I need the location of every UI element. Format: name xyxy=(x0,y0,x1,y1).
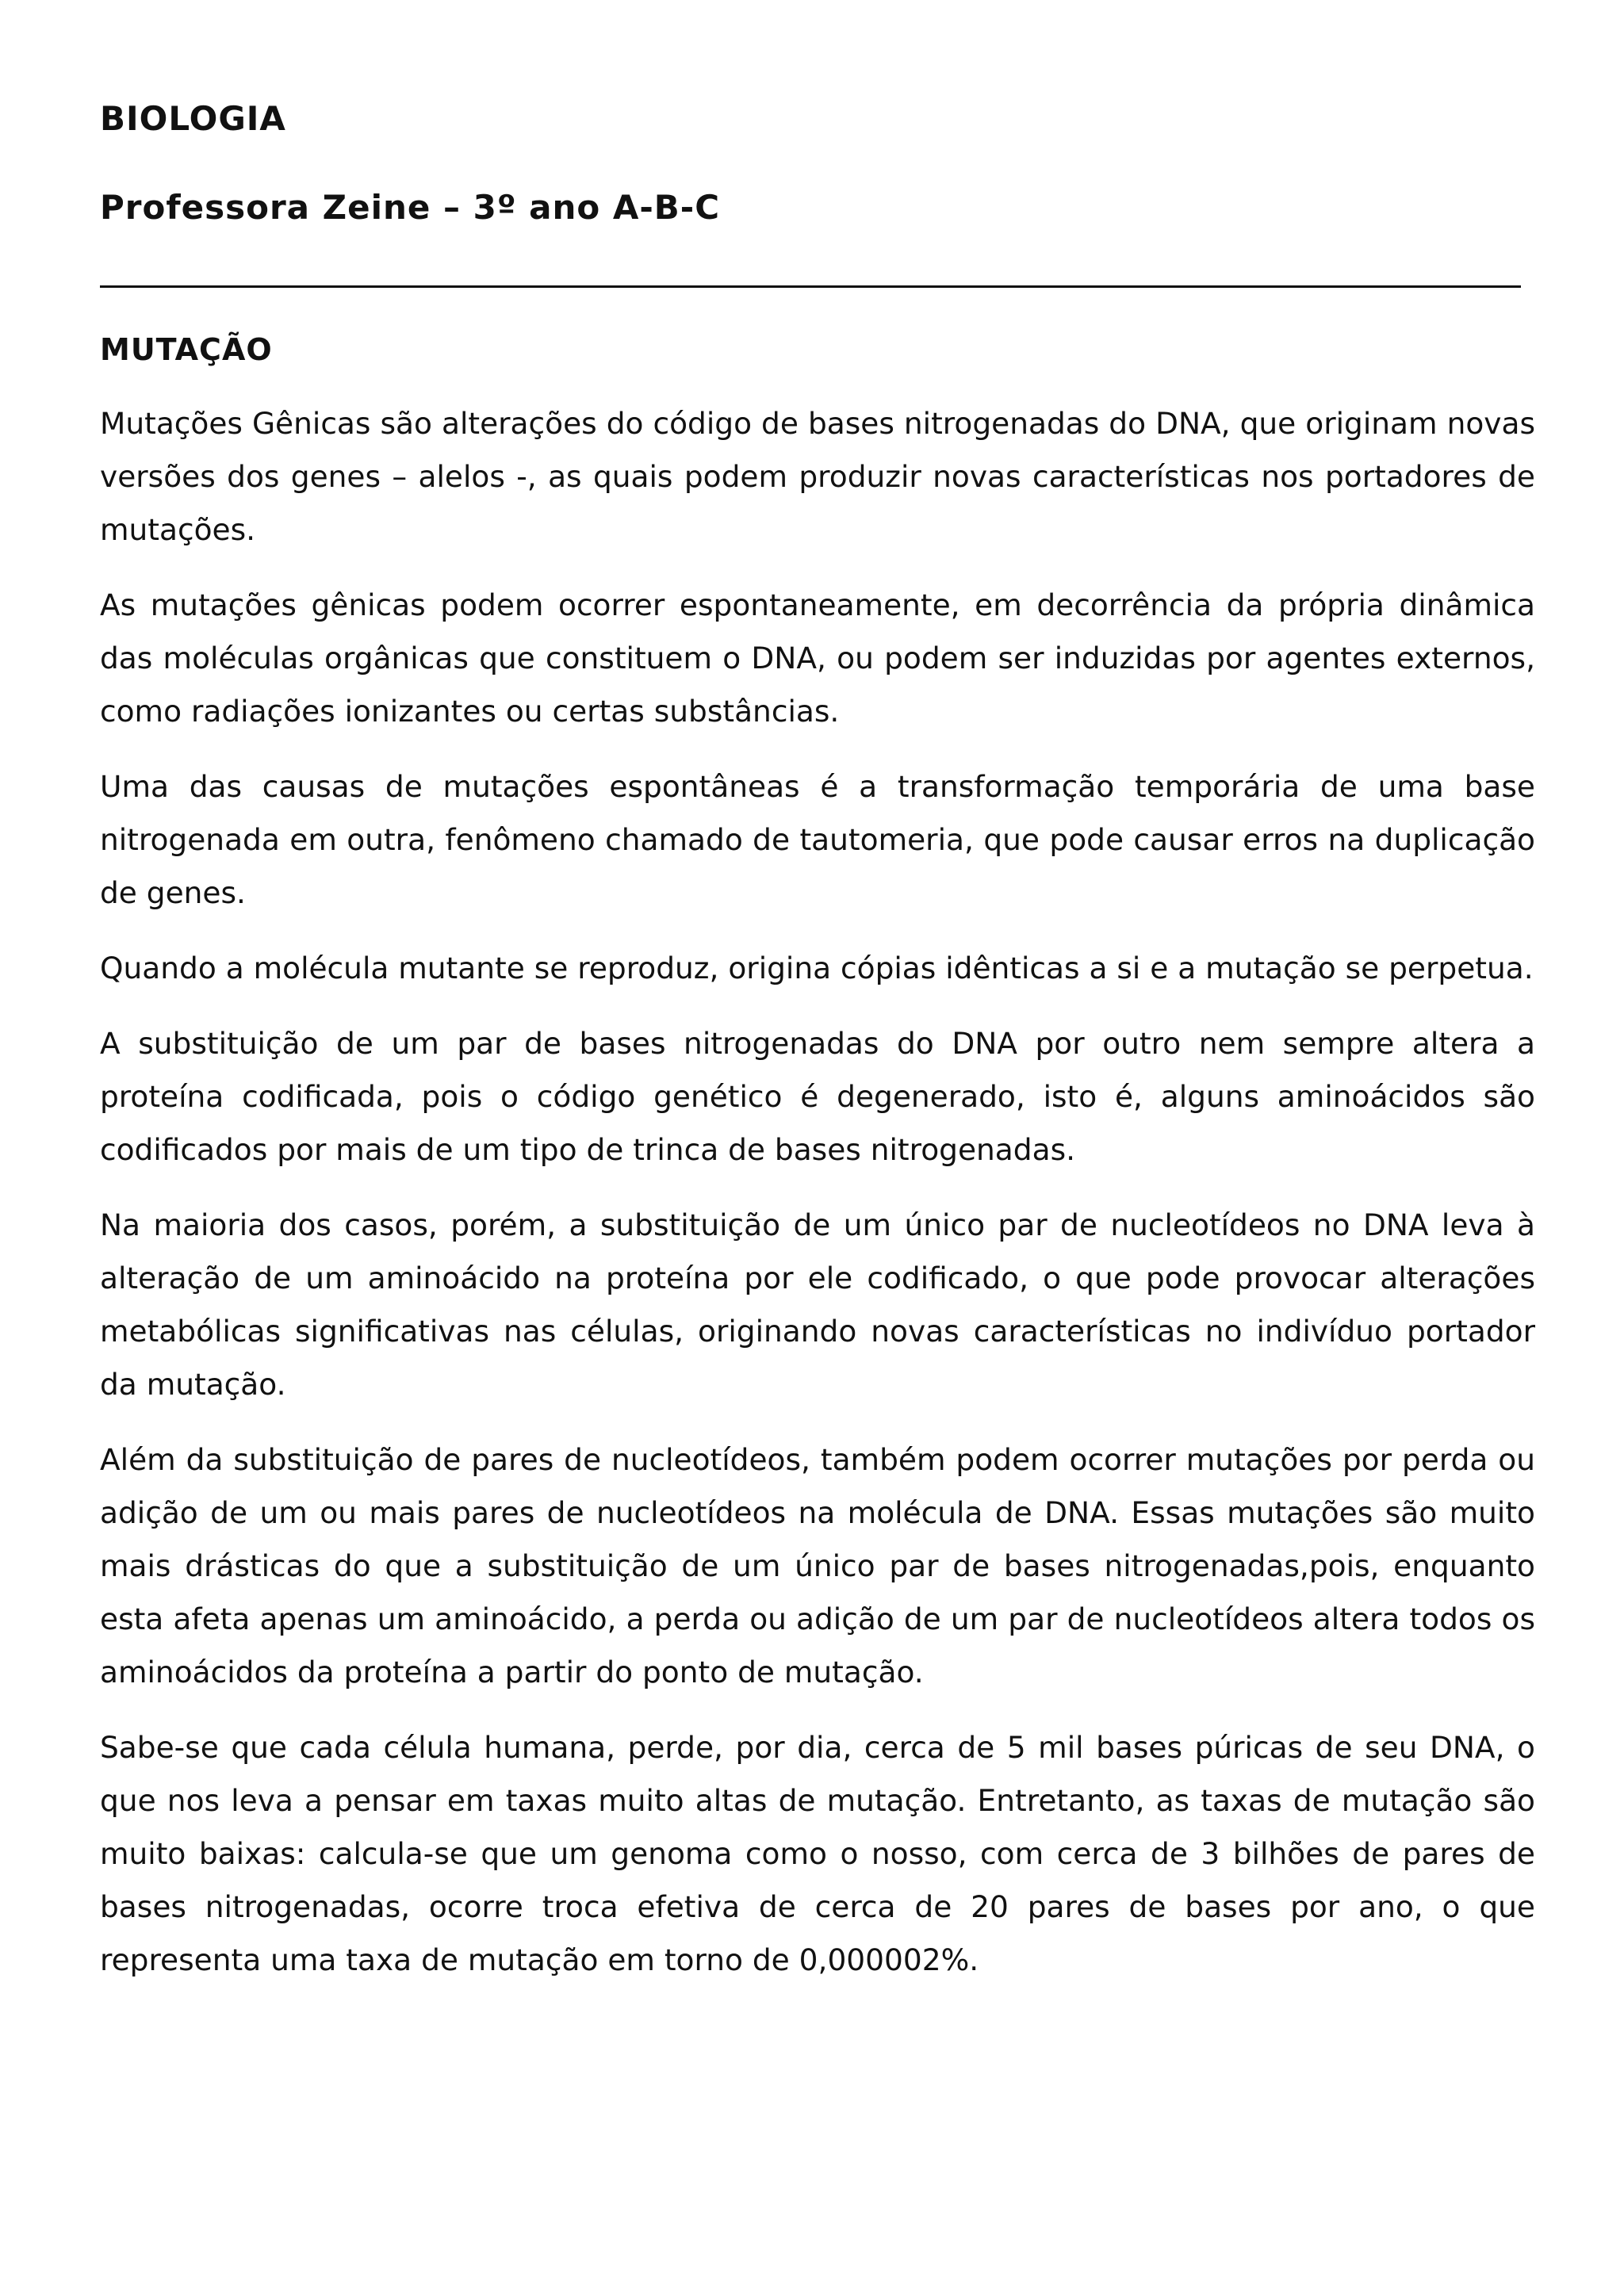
header-divider xyxy=(100,285,1521,288)
subject-heading: BIOLOGIA xyxy=(100,99,286,138)
paragraph: Quando a molécula mutante se reproduz, origina cópias idênticas a si e a mutação se perpetua. xyxy=(100,951,1534,985)
paragraph: Uma das causas de mutações espontâneas é a transformação temporária de uma base nitrogenada em outra, fenômeno chamado de tautomeria, que pode causar erros na duplicação de genes. xyxy=(100,769,1535,910)
document-page xyxy=(100,95,1535,1987)
paragraph: Mutações Gênicas são alterações do código de bases nitrogenadas do DNA, que originam novas versões dos genes – alelos -, as quais podem produzir novas características nos portadores de mutações. xyxy=(100,406,1535,547)
paragraph: Na maioria dos casos, porém, a substituição de um único par de nucleotídeos no DNA leva à alteração de um aminoácido na proteína por ele codificado, o que pode provocar alterações metabólicas significativas nas células, originando novas características no indivíduo portador da mutação. xyxy=(100,1207,1535,1402)
paragraph: Sabe-se que cada célula humana, perde, por dia, cerca de 5 mil bases púricas de seu DNA, o que nos leva a pensar em taxas muito altas de mutação. Entretanto, as taxas de mutação são muito baixas: calcula-se que um genoma como o nosso, com cerca de 3 bilhões de pares de bases nitrogenadas, ocorre troca efetiva de cerca de 20 pares de bases por ano, o que representa uma taxa de mutação em torno de 0,000002%. xyxy=(100,1730,1535,1977)
teacher-class-heading: Professora Zeine – 3º ano A-B-C xyxy=(100,188,721,227)
paragraph: A substituição de um par de bases nitrogenadas do DNA por outro nem sempre altera a proteína codificada, pois o código genético é degenerado, isto é, alguns aminoácidos são codificados por mais de um tipo de trinca de bases nitrogenadas. xyxy=(100,1026,1535,1167)
section-title: MUTAÇÃO xyxy=(100,332,273,367)
paragraph: Além da substituição de pares de nucleotídeos, também podem ocorrer mutações por perda ou adição de um ou mais pares de nucleotídeos na molécula de DNA. Essas mutações são muito mais drásticas do que a substituição de um único par de bases nitrogenadas,pois, enquanto esta afeta apenas um aminoácido, a perda ou adição de um par de nucleotídeos altera todos os aminoácidos da proteína a partir do ponto de mutação. xyxy=(100,1442,1535,1689)
paragraph: As mutações gênicas podem ocorrer espontaneamente, em decorrência da própria dinâmica das moléculas orgânicas que constituem o DNA, ou podem ser induzidas por agentes externos, como radiações ionizantes ou certas substâncias. xyxy=(100,587,1535,729)
